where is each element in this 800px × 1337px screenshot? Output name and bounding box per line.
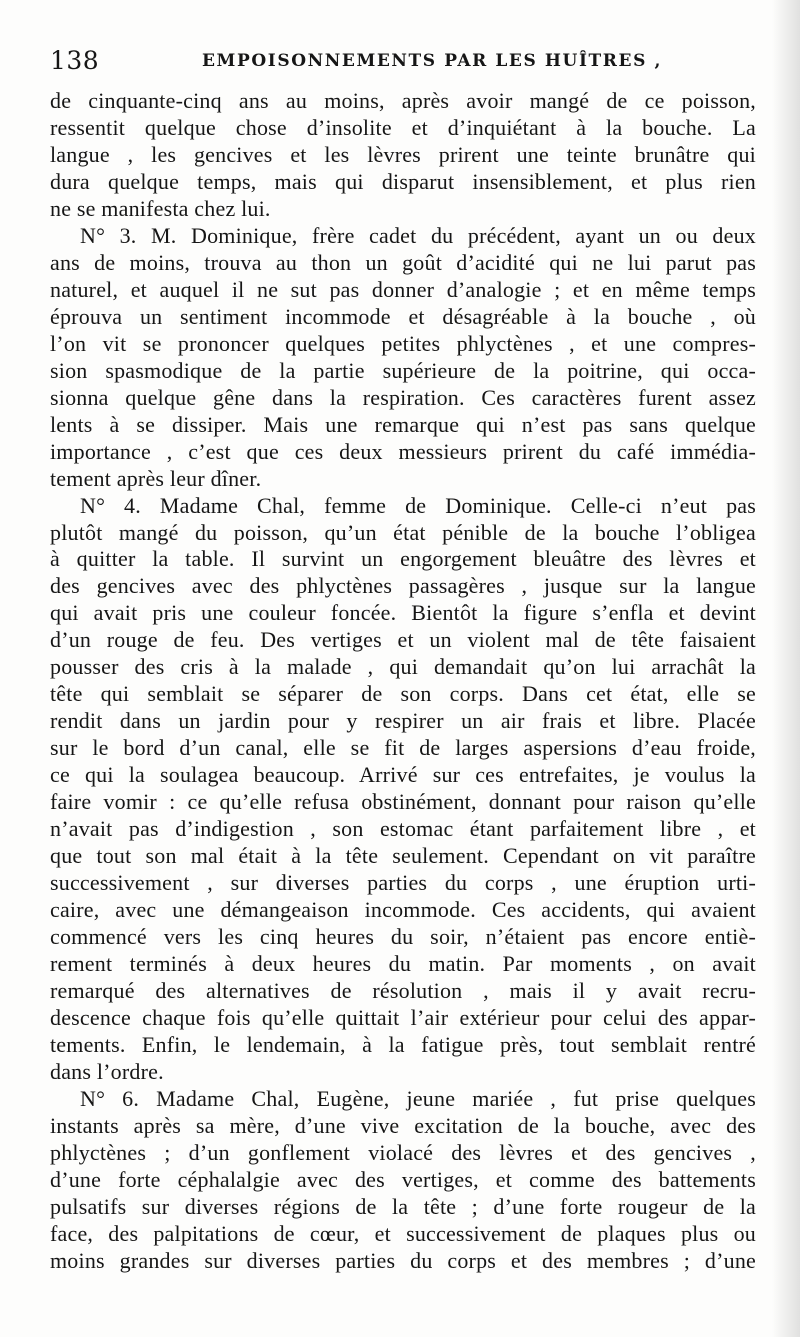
text-line: N° 6. Madame Chal, Eugène, jeune mariée , fut prise quelques	[80, 1085, 756, 1111]
text-line: d’une forte céphalalgie avec des vertiges, et comme des battements	[50, 1166, 756, 1192]
text-line: rendit dans un jardin pour y respirer un air frais et libre. Placée	[50, 708, 756, 734]
text-line: d’un rouge de feu. Des vertiges et un violent mal de tête faisaient	[50, 627, 756, 653]
text-line: lents à se dissiper. Mais une remarque qui n’est pas sans quelque	[50, 411, 756, 437]
text-line: que tout son mal était à la tête seulement. Cependant on vit paraître	[50, 843, 756, 869]
text-line: sionna quelque gêne dans la respiration. Ces caractères furent assez	[50, 384, 756, 410]
text-line: tements. Enfin, le lendemain, à la fatigue près, tout semblait rentré	[50, 1031, 756, 1057]
text-line: sur le bord d’un canal, elle se fit de larges aspersions d’eau froide,	[50, 735, 756, 761]
text-line: pulsatifs sur diverses régions de la tête ; d’une forte rougeur de la	[50, 1193, 756, 1219]
text-line: commencé vers les cinq heures du soir, n’étaient pas encore entiè-	[50, 924, 756, 950]
text-line: ce qui la soulagea beaucoup. Arrivé sur ces entrefaites, je voulus la	[50, 762, 756, 788]
text-line: langue , les gencives et les lèvres prirent une teinte brunâtre qui	[50, 141, 756, 167]
page-edge-shadow	[772, 0, 800, 1337]
text-line: N° 4. Madame Chal, femme de Dominique. Celle-ci n’eut pas	[80, 492, 756, 518]
text-line: plutôt mangé du poisson, qu’un état pénible de la bouche l’obligea	[50, 519, 756, 545]
text-line: l’on vit se prononcer quelques petites phlyctènes , et une compres-	[50, 330, 756, 356]
text-line: N° 3. M. Dominique, frère cadet du précédent, ayant un ou deux	[80, 222, 756, 248]
text-line: dans l’ordre.	[50, 1058, 164, 1084]
text-line: rement terminés à deux heures du matin. Par moments , on avait	[50, 951, 756, 976]
text-line: pousser des cris à la malade , qui demandait qu’on lui arrachât la	[50, 654, 756, 680]
text-line: moins grandes sur diverses parties du corps et des membres ; d’une	[50, 1247, 756, 1273]
text-line: n’avait pas d’indigestion , son estomac étant parfaitement libre , et	[50, 816, 756, 842]
text-line: face, des palpitations de cœur, et successivement de plaques plus ou	[50, 1220, 756, 1246]
text-line: éprouva un sentiment incommode et désagréable à la bouche , où	[50, 303, 756, 329]
text-line: dura quelque temps, mais qui disparut insensiblement, et plus rien	[50, 168, 756, 194]
text-line: importance , c’est que ces deux messieurs prirent du café immédia-	[50, 438, 756, 464]
text-line: de cinquante-cinq ans au moins, après avoir mangé de ce poisson,	[50, 88, 756, 113]
text-line: successivement , sur diverses parties du corps , une éruption urti-	[50, 870, 756, 896]
body-text	[50, 88, 756, 1275]
text-line: ressentit quelque chose d’insolite et d’inquiétant à la bouche. La	[50, 114, 756, 140]
text-line: sion spasmodique de la partie supérieure de la poitrine, qui occa-	[50, 357, 756, 383]
text-line: tête qui semblait se séparer de son corps. Dans cet état, elle se	[50, 681, 756, 707]
text-line: faire vomir : ce qu’elle refusa obstinément, donnant pour raison qu’elle	[50, 789, 756, 815]
text-line: descence chaque fois qu’elle quittait l’air extérieur pour celui des appar-	[50, 1004, 756, 1030]
text-line: ans de moins, trouva au thon un goût d’acidité qui ne lui parut pas	[50, 249, 756, 275]
text-line: phlyctènes ; d’un gonflement violacé des lèvres et des gencives ,	[50, 1139, 756, 1165]
text-line: qui avait pris une couleur foncée. Bientôt la figure s’enfla et devint	[50, 600, 756, 626]
text-line: des gencives avec des phlyctènes passagères , jusque sur la langue	[50, 573, 756, 599]
text-line: ne se manifesta chez lui.	[50, 195, 271, 221]
text-line: caire, avec une démangeaison incommode. Ces accidents, qui avaient	[50, 897, 756, 923]
page-number: 138	[50, 46, 100, 75]
text-line: à quitter la table. Il survint un engorgement bleuâtre des lèvres et	[50, 546, 756, 572]
page-header	[50, 44, 756, 80]
text-line: remarqué des alternatives de résolution , mais il y avait recru-	[50, 977, 756, 1003]
text-line: instants après sa mère, d’une vive excitation de la bouche, avec des	[50, 1112, 756, 1138]
text-line: naturel, et auquel il ne sut pas donner d’analogie ; et en même temps	[50, 276, 756, 302]
text-line: tement après leur dîner.	[50, 465, 262, 491]
running-title: EMPOISONNEMENTS PAR LES HUÎTRES ,	[202, 51, 662, 71]
